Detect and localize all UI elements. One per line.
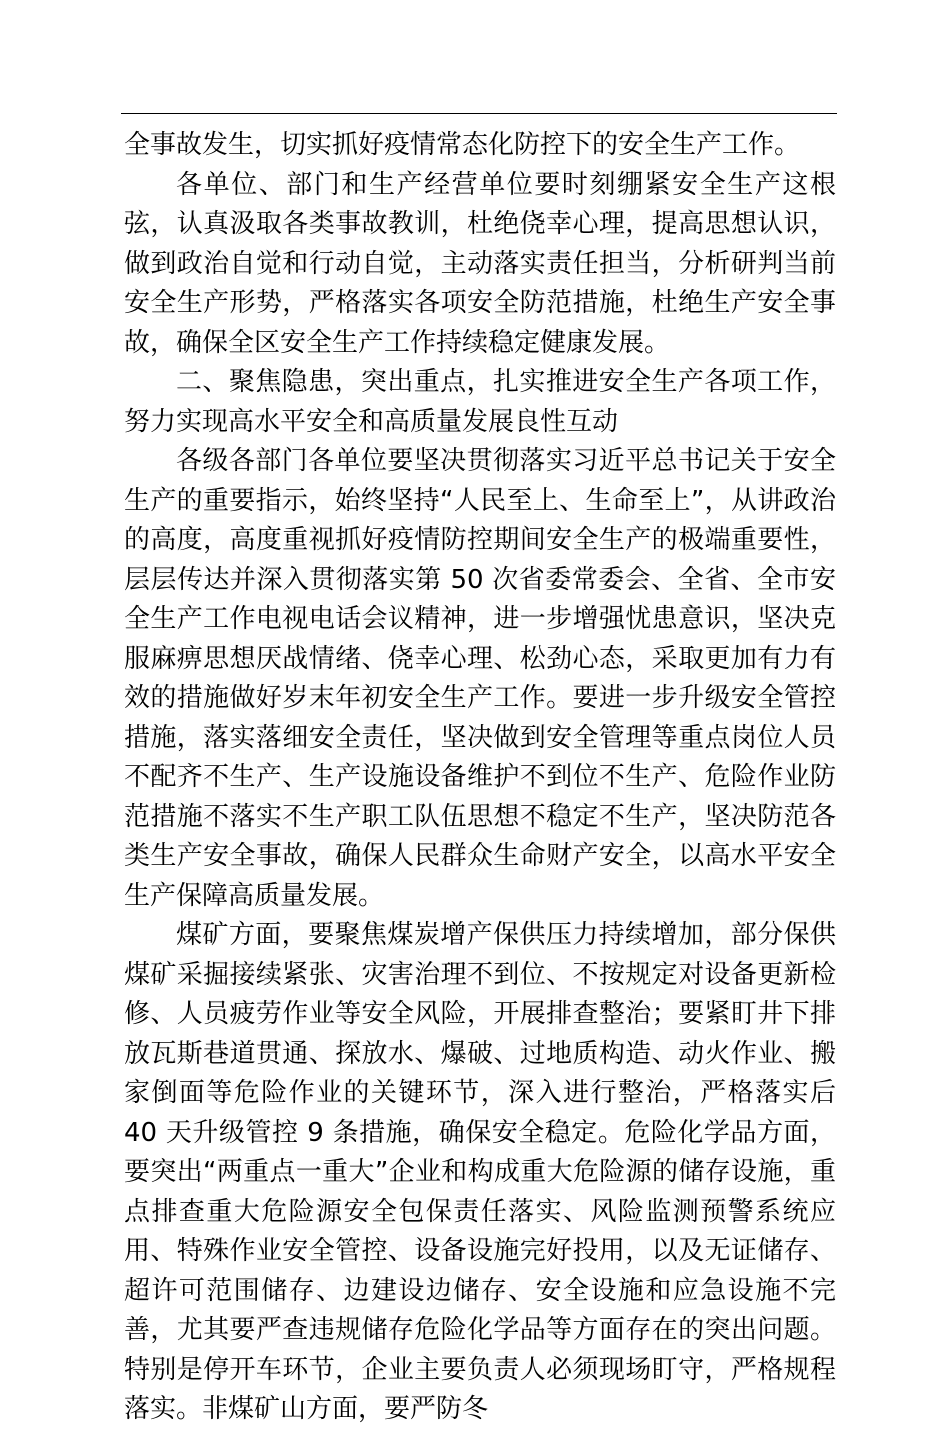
paragraph: 煤矿方面，要聚焦煤炭增产保供压力持续增加，部分保供煤矿采掘接续紧张、灾害治理不到位、不按规定对设备更新检修、人员疲劳作业等安全风险，开展排查整治；要紧盯井下排放瓦斯巷道贯通、探放水、爆破、过地质构造、动火作业、搬家倒面等危险作业的关键环节，深入进行整治，严格落实后 40 天升级管控 9 条措施，确保安全稳定。危险化学品方面，要突出“两重点一重大”企业和构成重大危险源的储存设施，重点排查重大危险源安全包保责任落实、风险监测预警系统应用、特殊作业安全管控、设备设施完好投用，以及无证储存、超许可范围储存、边建设边储存、安全设施和应急设施不完善，尤其要严查违规储存危险化学品等方面存在的突出问题。特别是停开车环节，企业主要负责人必须现场盯守，严格规程落实。非煤矿山方面，要严防冬 — [124, 920, 836, 1424]
paragraph: 各级各部门各单位要坚决贯彻落实习近平总书记关于安全生产的重要指示，始终坚持“人民至上、生命至上”，从讲政治的高度，高度重视抓好疫情防控期间安全生产的极端重要性，层层传达并深入贯彻落实第 50 次省委常委会、全省、全市安全生产工作电视电话会议精神，进一步增强忧患意识，坚决克服麻痹思想厌战情绪、侥幸心理、松劲心态，采取更加有力有效的措施做好岁末年初安全生产工作。要进一步升级安全管控措施，落实落细安全责任，坚决做到安全管理等重点岗位人员不配齐不生产、生产设施设备维护不到位不生产、危险作业防范措施不落实不生产职工队伍思想不稳定不生产，坚决防范各类生产安全事故，确保人民群众生命财产安全，以高水平安全生产保障高质量发展。 — [124, 446, 836, 911]
document-body — [124, 126, 836, 1430]
paragraph: 各单位、部门和生产经营单位要时刻绷紧安全生产这根弦，认真汲取各类事故教训，杜绝侥幸心理，提高思想认识，做到政治自觉和行动自觉，主动落实责任担当，分析研判当前安全生产形势，严格落实各项安全防范措施，杜绝生产安全事故，确保全区安全生产工作持续稳定健康发展。 — [124, 169, 836, 358]
section-heading: 二、聚焦隐患，突出重点，扎实推进安全生产各项工作，努力实现高水平安全和高质量发展良性互动 — [124, 367, 836, 437]
header-rule — [121, 113, 837, 114]
paragraph-continuation: 全事故发生，切实抓好疫情常态化防控下的安全生产工作。 — [124, 130, 801, 160]
